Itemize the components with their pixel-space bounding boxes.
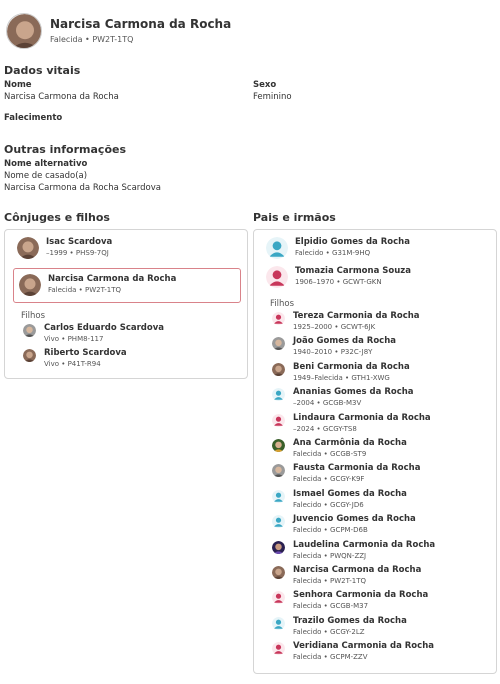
father-name: Elpidio Gomes da Rocha xyxy=(295,237,410,247)
person-photo xyxy=(272,464,285,477)
child-photo xyxy=(23,349,36,362)
sibling-name: Ismael Gomes da Rocha xyxy=(293,488,407,499)
female-icon xyxy=(272,312,285,325)
child-name: Carlos Eduardo Scardova xyxy=(44,323,164,333)
sibling-sub: –2024 • GCGY-TS8 xyxy=(293,424,357,433)
sibling-name: Ana Carmônia da Rocha xyxy=(293,438,407,448)
parents-card xyxy=(253,229,497,674)
person-photo xyxy=(272,541,285,554)
sibling-name: Senhora Carmonia da Rocha xyxy=(293,590,429,601)
sibling-children-label: Filhos xyxy=(270,299,295,309)
selected-person-row[interactable] xyxy=(13,268,241,303)
sibling-row[interactable] xyxy=(272,616,407,637)
sibling-row[interactable] xyxy=(272,540,435,561)
spouse-photo xyxy=(17,237,39,259)
child-row[interactable] xyxy=(23,348,127,369)
sibling-sub: 1940–2010 • P32C-J8Y xyxy=(293,348,373,357)
sibling-sub: Falecida • GCGB-ST9 xyxy=(293,450,367,458)
vitals-sex-value: Feminino xyxy=(253,92,292,102)
person-header xyxy=(6,11,231,51)
person-photo xyxy=(272,363,285,376)
self-name: Narcisa Carmona da Rocha xyxy=(48,274,177,284)
sibling-row[interactable] xyxy=(272,565,421,586)
person-name: Narcisa Carmona da Rocha xyxy=(50,17,232,31)
sibling-sub: Falecido • GCPM-D6B xyxy=(293,526,368,535)
sibling-sub: Falecida • GCGY-K9F xyxy=(293,475,365,484)
mother-row[interactable] xyxy=(266,266,411,288)
vitals-death-label: Falecimento xyxy=(4,113,63,123)
alt-name-label: Nome alternativo xyxy=(4,159,88,169)
father-row[interactable] xyxy=(266,237,410,259)
sibling-name: Trazilo Gomes da Rocha xyxy=(293,615,407,626)
female-icon xyxy=(272,414,285,427)
mother-name: Tomazia Carmona Souza xyxy=(295,266,411,276)
vitals-name-value: Narcisa Carmona da Rocha xyxy=(4,92,119,102)
sibling-name: Narcisa Carmona da Rocha xyxy=(293,565,422,575)
female-icon xyxy=(272,642,285,655)
sibling-name: Lindaura Carmonia da Rocha xyxy=(293,412,431,423)
child-sub: Vivo • P41T-R94 xyxy=(44,360,101,368)
sibling-name: Beni Carmonia da Rocha xyxy=(293,361,410,372)
other-info-title: Outras informações xyxy=(4,143,127,156)
sibling-row[interactable] xyxy=(272,641,434,662)
spouses-card xyxy=(4,229,248,379)
sibling-sub: 1925–2000 • GCWT-6JK xyxy=(293,323,376,331)
alt-name-type: Nome de casado(a) xyxy=(4,171,88,181)
sibling-name: Tereza Carmonia da Rocha xyxy=(293,311,420,321)
sibling-row[interactable] xyxy=(272,438,407,459)
sibling-sub: Falecido • GCGY-JD6 xyxy=(293,500,364,509)
sibling-name: Fausta Carmonia da Rocha xyxy=(293,463,421,474)
sibling-row[interactable] xyxy=(272,590,428,611)
sibling-row[interactable] xyxy=(272,387,414,408)
sibling-sub: Falecida • GCPM-ZZV xyxy=(293,653,368,662)
spouse-row[interactable] xyxy=(17,237,112,259)
child-name: Riberto Scardova xyxy=(44,348,127,358)
self-sub: Falecida • PW2T-1TQ xyxy=(48,286,122,294)
sibling-row[interactable] xyxy=(272,311,420,332)
person-photo xyxy=(272,337,285,350)
self-photo xyxy=(19,274,41,296)
sibling-name: Veridiana Carmonia da Rocha xyxy=(293,641,434,652)
sibling-row[interactable] xyxy=(272,514,416,535)
sibling-sub: Falecida • GCGB-M37 xyxy=(293,602,369,611)
sibling-name: Laudelina Carmonia da Rocha xyxy=(293,539,436,550)
spouse-name: Isac Scardova xyxy=(46,237,113,247)
sibling-sub: Falecido • GCGY-2LZ xyxy=(293,627,365,636)
person-photo xyxy=(272,566,285,579)
spouse-sub: –1999 • PHS9-7QJ xyxy=(46,249,109,257)
vitals-sex-label: Sexo xyxy=(253,80,277,90)
male-icon xyxy=(272,388,285,401)
sibling-name: Ananias Gomes da Rocha xyxy=(293,387,414,398)
alt-name-value: Narcisa Carmona da Rocha Scardova xyxy=(4,183,161,193)
spouse-children-label: Filhos xyxy=(21,311,46,321)
vitals-name-label: Nome xyxy=(4,80,32,90)
sibling-sub: –2004 • GCGB-M3V xyxy=(293,399,362,408)
sibling-row[interactable] xyxy=(272,463,420,484)
female-icon xyxy=(266,266,288,288)
sibling-row[interactable] xyxy=(272,413,431,434)
child-row[interactable] xyxy=(23,323,164,344)
person-photo xyxy=(272,439,285,452)
person-photo[interactable] xyxy=(6,13,42,49)
sibling-row[interactable] xyxy=(272,362,410,383)
sibling-sub: Falecida • PW2T-1TQ xyxy=(293,577,367,585)
father-sub: Falecido • G31M-9HQ xyxy=(295,249,371,257)
male-icon xyxy=(272,490,285,503)
mother-sub: 1906–1970 • GCWT-GKN xyxy=(295,278,382,286)
sibling-row[interactable] xyxy=(272,489,407,510)
male-icon xyxy=(266,237,288,259)
parents-title: Pais e irmãos xyxy=(253,211,336,224)
sibling-sub: Falecida • PWQN-ZZJ xyxy=(293,551,367,560)
female-icon xyxy=(272,591,285,604)
sibling-name: Juvencio Gomes da Rocha xyxy=(293,514,416,525)
male-icon xyxy=(272,617,285,630)
child-sub: Vivo • PHM8-117 xyxy=(44,335,104,343)
male-icon xyxy=(272,515,285,528)
spouses-title: Cônjuges e filhos xyxy=(4,211,110,224)
vitals-title: Dados vitais xyxy=(4,64,81,77)
sibling-sub: 1949–Falecida • GTH1-XWG xyxy=(293,373,390,382)
sibling-name: João Gomes da Rocha xyxy=(293,336,396,347)
sibling-row[interactable] xyxy=(272,336,396,357)
person-subtitle: Falecida • PW2T-1TQ xyxy=(50,35,134,44)
child-photo xyxy=(23,324,36,337)
